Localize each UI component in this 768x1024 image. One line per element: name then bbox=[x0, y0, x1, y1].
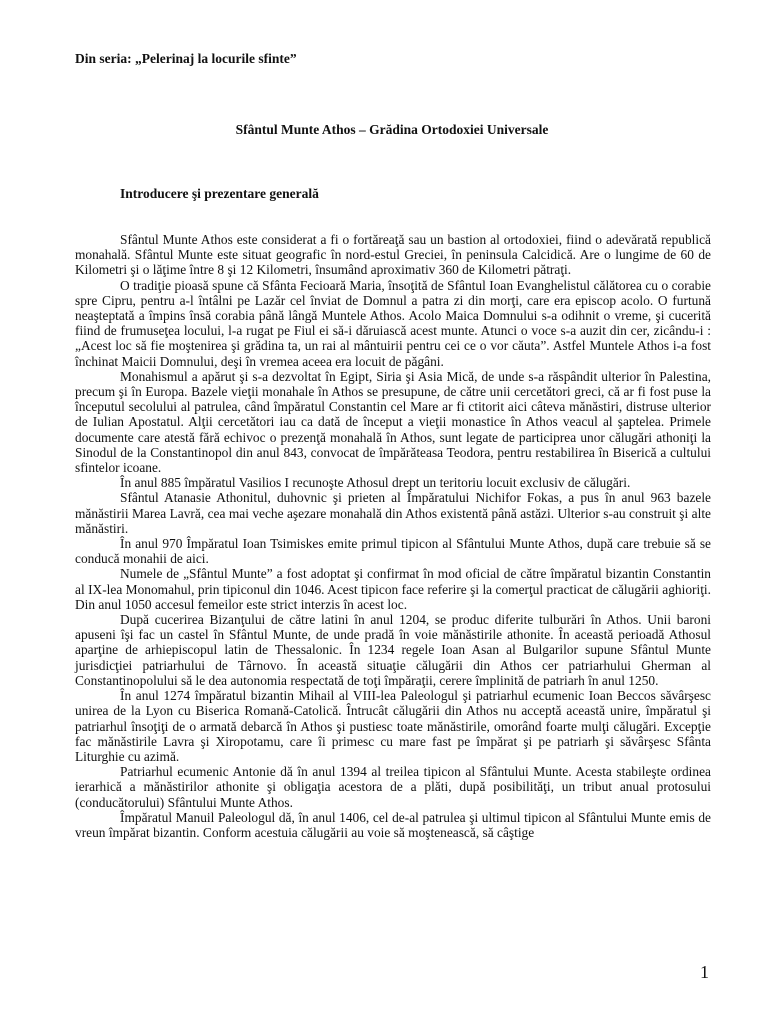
body-text bbox=[75, 232, 711, 840]
paragraph: Monahismul a apărut şi s-a dezvoltat în Egipt, Siria şi Asia Mică, de unde s-a răspândit ulterior în Palestina, precum şi în Europa. Bazele vieţii monahale în Athos se presupune, de către unii cercetători greci, că ar fi fost puse la începutul secolului al patrulea, când împăratul Constantin cel Mare ar fi ctitorit aici câteva mănăstiri, distruse ulterior de Iulian Apostatul. Alţii cercetători iau ca dată de început a vieţii monastice în Athos veacul al şaptelea. Primele documente care atestă fără echivoc o prezenţă monahală în Athos, sunt legate de participrea unor călugări athoniţi la Sinodul de la Constantinopol din anul 843, convocat de împărăteasa Teodora, pentru restabilirea în Biserică a cultului sfintelor icoane. bbox=[75, 368, 711, 476]
paragraph: O tradiţie pioasă spune că Sfânta Fecioară Maria, însoţită de Sfântul Ioan Evanghelistul călătorea cu o corabie spre Cipru, pentru a-l întâlni pe Lazăr cel înviat de Domnul a patra zi din morţi, care era episcop acolo. O furtună neaşteptată a împins însă corabia până lângă Muntele Athos. Acolo Maica Domnului s-a odihnit o vreme, şi cucerită fiind de frumuseţea locului, l-a rugat pe Fiul ei să-i dăruiască acest munte. Atunci o voce s-a auzit din cer, zicându-i : „Acest loc să fie moştenirea şi grădina ta, un rai al mântuirii pentru cei ce o vor căuta”. Astfel Muntele Athos i-a fost închinat Maicii Domnului, deşi în vremea aceea era locuit de păgâni. bbox=[75, 277, 711, 369]
series-heading: Din seria: „Pelerinaj la locurile sfinte” bbox=[75, 51, 297, 66]
section-heading: Introducere şi prezentare generală bbox=[120, 186, 319, 201]
paragraph: Patriarhul ecumenic Antonie dă în anul 1394 al treilea tipicon al Sfântului Munte. Acesta stabileşte ordinea ierarhică a mănăstirilor athonite şi obligaţia acestora de a plăti, după posibilităţi, un tribut anual protosului (conducătorului) Sfântului Munte Athos. bbox=[75, 764, 711, 810]
paragraph: Numele de „Sfântul Munte” a fost adoptat şi confirmat în mod oficial de către împăratul bizantin Constantin al IX-lea Monomahul, prin tipiconul din 1046. Acest tipicon face referire şi la comerţul practicat de călugării aghioriţi. Din anul 1050 accesul femeilor este strict interzis în acest loc. bbox=[75, 566, 711, 612]
paragraph: În anul 885 împăratul Vasilios I recunoşte Athosul drept un teritoriu locuit exclusiv de călugări. bbox=[120, 475, 631, 491]
page-number: 1 bbox=[700, 962, 709, 982]
document-title: Sfântul Munte Athos – Grădina Ortodoxiei Universale bbox=[235, 122, 549, 137]
paragraph: După cucerirea Bizanţului de către latini în anul 1204, se produc diferite tulburări în Athos. Unii baroni apuseni îşi fac un castel în Sfântul Munte, de unde pradă în voie mănăstirile athonite. În această perioadă Athosul aparţine de arhiepiscopul latin de Thessalonic. În 1234 regele Ioan Asan al Bulgarilor supune Sfântul Munte jurisdicţiei patriarhului de Târnovo. În această situaţie călugării din Athos cer patriarhului Gherman al Constantinopolului să le dea autonomia respectată de toţi împăraţii, cerere împlinită de patriarh în anul 1250. bbox=[75, 612, 711, 688]
paragraph: Împăratul Manuil Paleologul dă, în anul 1406, cel de-al patrulea şi ultimul tipicon al Sfântului Munte emis de vreun împărat bizantin. Conform acestuia călugării au voie să moştenească, să câştige bbox=[75, 809, 711, 840]
paragraph: Sfântul Munte Athos este considerat a fi o fortăreaţă sau un bastion al ortodoxiei, fiind o adevărată republică monahală. Sfântul Munte este situat geografic în nord-estul Greciei, în peninsula Calcidică. Are o lungime de 60 de Kilometri şi o lăţime între 8 şi 12 Kilometri, însumând aproximativ 360 de Kilometri pătraţi. bbox=[75, 232, 711, 278]
paragraph: Sfântul Atanasie Athonitul, duhovnic şi prieten al Împăratului Nichifor Fokas, a pus în anul 963 bazele mănăstirii Marea Lavră, cea mai veche aşezare monahală din Athos existentă până astăzi. Ulterior s-au construit şi alte mănăstiri. bbox=[75, 490, 711, 536]
paragraph: În anul 970 Împăratul Ioan Tsimiskes emite primul tipicon al Sfântului Munte Athos, după care trebuie să se conducă monahii de aici. bbox=[75, 536, 711, 567]
paragraph: În anul 1274 împăratul bizantin Mihail al VIII-lea Paleologul şi patriarhul ecumenic Ioan Beccos săvârşesc unirea de la Lyon cu Biserica Romană-Catolică. Întrucât călugării din Athos nu acceptă această unire, împăratul şi patriarhul însoţiţi de o armată debarcă în Athos şi pustiesc toate mănăstirile, omorând foarte mulţi călugări. Excepţie fac mănăstirile Lavra şi Xiropotamu, care îi primesc cu mare fast pe împărat şi pe patriarh şi săvârşesc Sfânta Liturghie cu azimă. bbox=[75, 688, 711, 764]
